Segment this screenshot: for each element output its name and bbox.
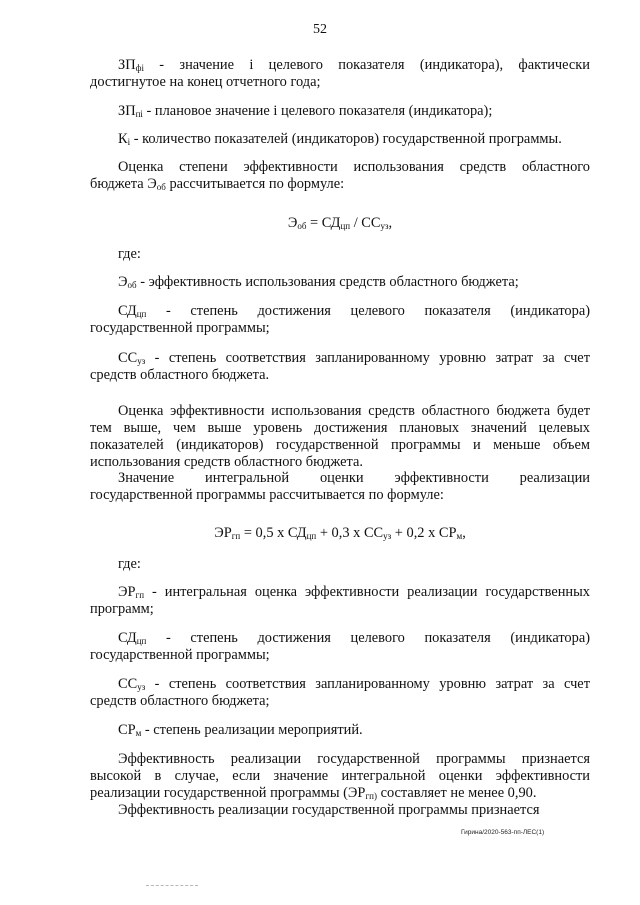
subscript: м [456,531,463,541]
paragraph-line: государственной программы; [90,647,270,663]
paragraph-line: $Э_{об}$ - эффективность использования средств областного бюджета; [118,274,519,290]
paragraph-line: государственной программы; [90,320,270,336]
paragraph-line: $СД_{цп}$ - степень достижения целевого показателя (индикатора) [118,630,590,646]
paragraph-line: где: [118,246,141,262]
formula-line: $ЭР_{гп} = 0,5$ х $СД_{цп} + 0,3$ х $СС_{уз} + 0,2$ х $СР_м$, [214,525,466,541]
subscript: цп [340,221,351,231]
paragraph-line: тем выше, чем выше уровень достижения плановых значений целевых [90,420,590,436]
subscript: цп [136,636,147,646]
subscript: об [127,280,137,290]
paragraph-line: показателей (индикаторов) государственной программы и меньше объем [90,437,590,453]
paragraph-line: государственной программы рассчитывается по формуле: [90,487,444,503]
paragraph-line: $СР_м$ - степень реализации мероприятий. [118,722,363,738]
subscript: гп) [365,791,377,801]
paragraph-line: где: [118,556,141,572]
paragraph-line: средств областного бюджета; [90,693,270,709]
formula-line: $Э_{об} = СД_{цп} / СС_{уз}$, [287,215,393,231]
subscript: i [127,137,131,147]
paragraph-line: Эффективность реализации государственной программы признается [118,751,590,767]
page-number: 52 [313,22,327,37]
subscript: цп [306,531,317,541]
paragraph-line: достигнутое на конец отчетного года; [90,74,321,90]
paragraph-line: $К_i$ - количество показателей (индикаторов) государственной программы. [118,131,562,147]
subscript: уз [383,531,392,541]
subscript: уз [380,221,389,231]
paragraph-line: использования средств областного бюджета. [90,454,364,470]
subscript: уз [137,682,146,692]
subscript: уз [137,356,146,366]
paragraph-line: $ЗП_{фi}$ - значение i целевого показателя (индикатора), фактически [118,57,590,73]
subscript: об [297,221,307,231]
bottom-scan-mark [146,885,198,892]
subscript: пi [135,109,143,119]
paragraph-line: $ЗП_{пi}$ - плановое значение i целевого показателя (индикатора); [118,103,493,119]
subscript: цп [136,309,147,319]
paragraph-line: Значение интегральной оценки эффективности реализации [118,470,590,486]
paragraph-line: $ЭР_{гп}$ - интегральная оценка эффективности реализации государственных [118,584,590,600]
paragraph-line: Эффективность реализации государственной программы признается [118,802,540,818]
document-footer-code: Гирина/2020-563-пп-ЛЕС(1) [461,829,545,836]
subscript: об [156,182,166,192]
paragraph-line: $СС_{уз}$ - степень соответствия запланированному уровню затрат за счет [118,350,590,366]
paragraph-line: $СС_{уз}$ - степень соответствия запланированному уровню затрат за счет [118,676,590,692]
subscript: гп [135,590,145,600]
paragraph-line: программ; [90,601,154,617]
subscript: гп [231,531,241,541]
paragraph-line: высокой в случае, если значение интегральной оценки эффективности [90,768,590,784]
paragraph-line: реализации государственной программы ($ЭР_{гп)}$ составляет не менее 0,90. [90,785,537,801]
paragraph-line: $СД_{цп}$ - степень достижения целевого показателя (индикатора) [118,303,590,319]
paragraph-line: средств областного бюджета. [90,367,270,383]
subscript: фi [135,63,144,73]
paragraph-line: Оценка степени эффективности использования средств областного [118,159,590,175]
paragraph-line: Оценка эффективности использования средств областного бюджета будет [118,403,590,419]
subscript: м [135,728,142,738]
paragraph-line: бюджета $Э_{об}$ рассчитывается по формуле: [90,176,345,192]
